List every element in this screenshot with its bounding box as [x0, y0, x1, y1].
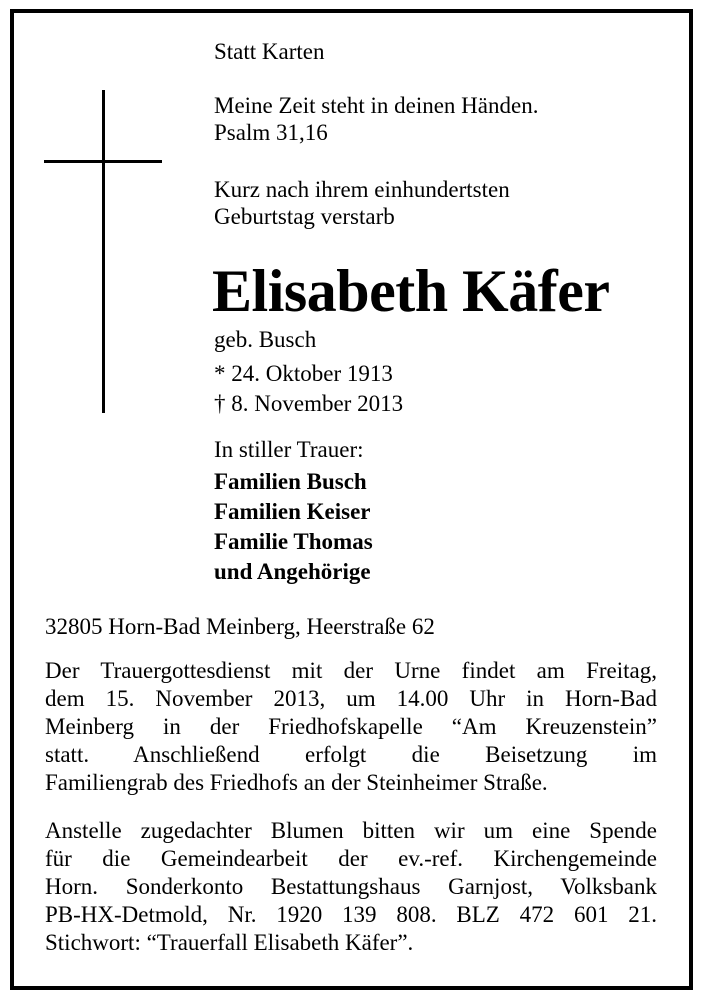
- birth-date: * 24. Oktober 1913: [214, 361, 393, 386]
- mourner-family-2: Familien Keiser: [214, 499, 371, 524]
- service-line: statt. Anschließend erfolgt die Beisetzung im: [45, 742, 657, 767]
- mourners-intro: In stiller Trauer:: [214, 437, 364, 462]
- service-line: Meinberg in der Friedhofskapelle “Am Kreuzenstein”: [45, 714, 657, 739]
- statt-karten-label: Statt Karten: [214, 39, 325, 64]
- cross-icon-vertical: [102, 90, 105, 413]
- mourner-family-1: Familien Busch: [214, 469, 367, 494]
- verse-reference: Psalm 31,16: [214, 120, 328, 145]
- service-paragraph: [45, 657, 657, 797]
- intro-line-1: Kurz nach ihrem einhundertsten: [214, 177, 510, 202]
- donation-paragraph: [45, 817, 657, 957]
- donation-line: Stichwort: “Trauerfall Elisabeth Käfer”.: [45, 930, 414, 955]
- mourner-family-4: und Angehörige: [214, 559, 371, 584]
- mourner-family-3: Familie Thomas: [214, 529, 373, 554]
- deceased-name: Elisabeth Käfer: [212, 258, 610, 324]
- verse-line-1: Meine Zeit steht in deinen Händen.: [214, 93, 539, 118]
- cross-icon-horizontal: [44, 160, 162, 163]
- donation-line: PB-HX-Detmold, Nr. 1920 139 808. BLZ 472 601 21.: [45, 902, 657, 927]
- donation-line: Anstelle zugedachter Blumen bitten wir um eine Spende: [45, 818, 657, 843]
- service-line: Familiengrab des Friedhofs an der Steinheimer Straße.: [45, 770, 548, 795]
- service-line: Der Trauergottesdienst mit der Urne findet am Freitag,: [45, 658, 657, 683]
- intro-line-2: Geburtstag verstarb: [214, 204, 395, 229]
- donation-line: für die Gemeindearbeit der ev.-ref. Kirchengemeinde: [45, 846, 657, 871]
- maiden-name: geb. Busch: [214, 327, 317, 352]
- service-line: dem 15. November 2013, um 14.00 Uhr in Horn-Bad: [45, 686, 657, 711]
- death-date: † 8. November 2013: [214, 391, 404, 416]
- address: 32805 Horn-Bad Meinberg, Heerstraße 62: [45, 614, 435, 639]
- donation-line: Horn. Sonderkonto Bestattungshaus Garnjost, Volksbank: [45, 874, 657, 899]
